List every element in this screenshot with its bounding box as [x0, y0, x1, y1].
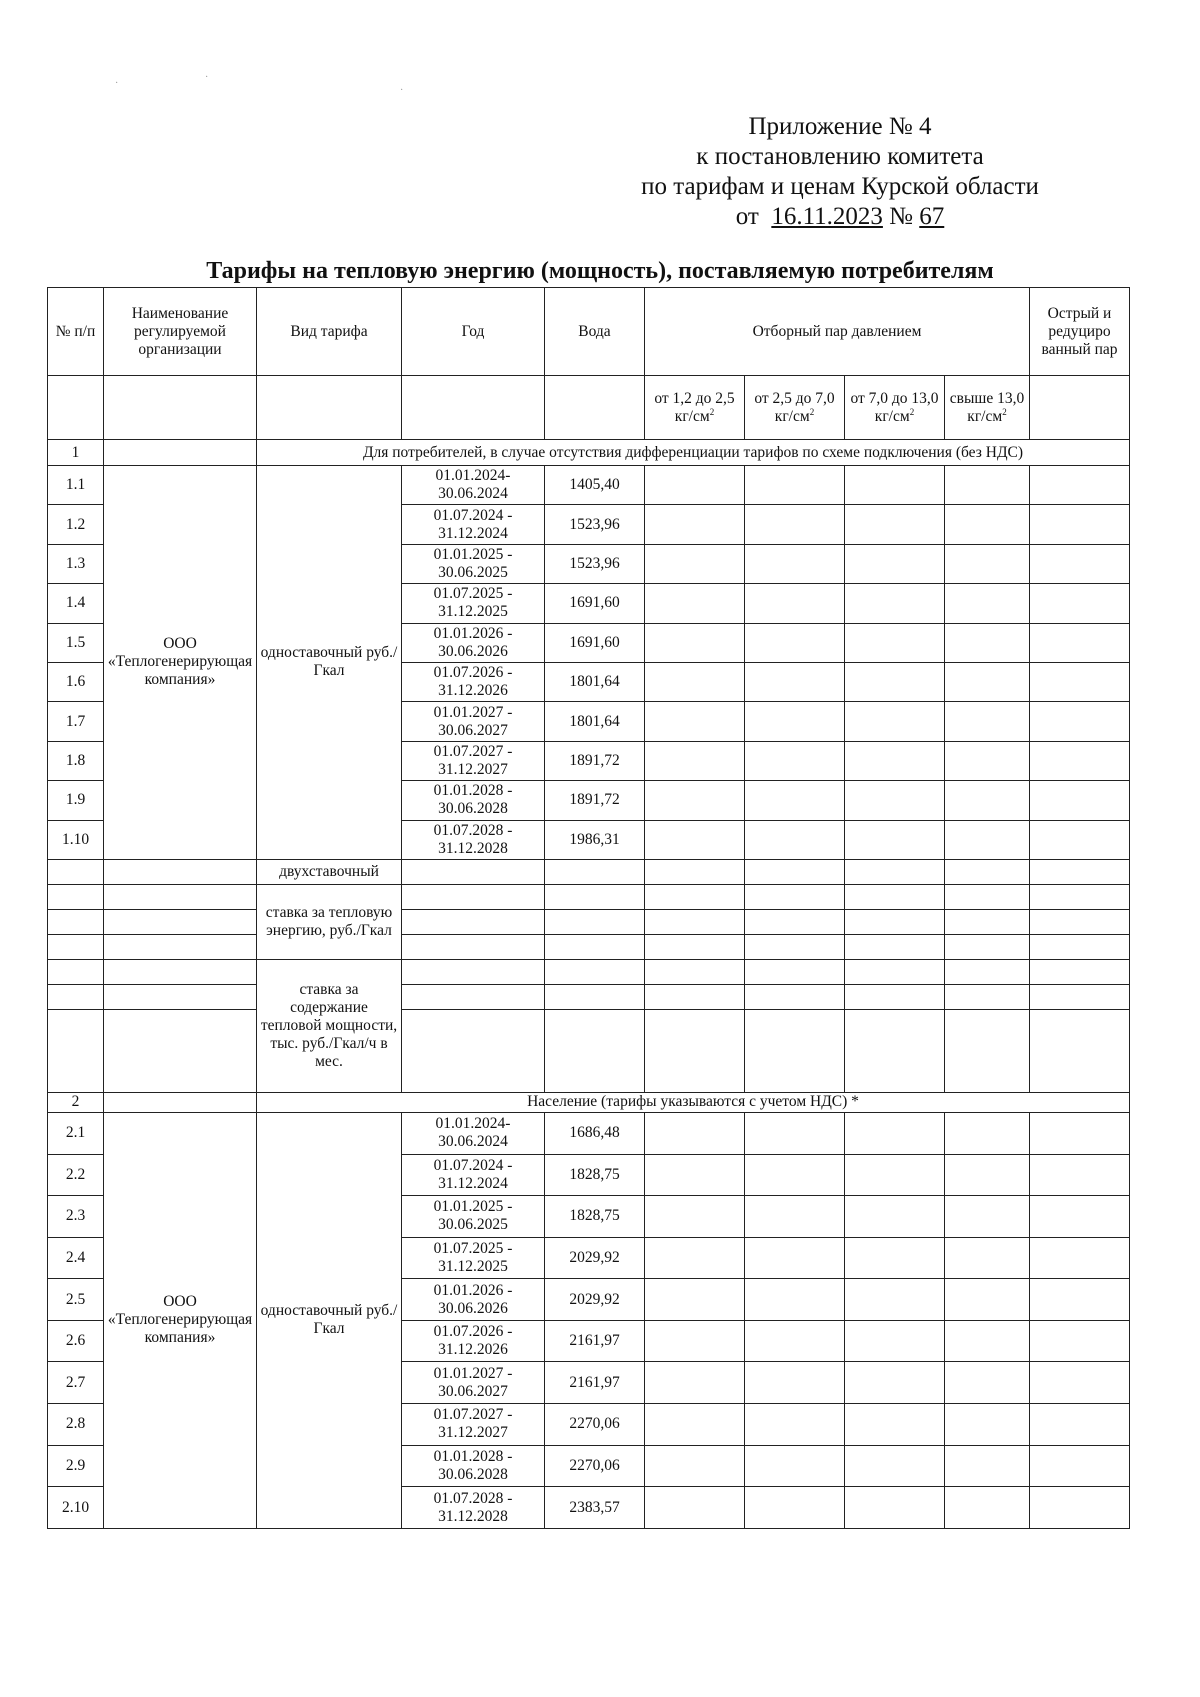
empty-cell	[104, 959, 257, 984]
empty-cell	[1030, 1154, 1130, 1196]
empty-cell	[645, 466, 745, 505]
empty-cell	[104, 909, 257, 934]
empty-cell	[257, 376, 402, 440]
tariff-period: 01.01.2027 - 30.06.2027	[402, 1362, 545, 1404]
empty-cell	[845, 1237, 945, 1279]
empty-cell	[845, 662, 945, 701]
row-num: 2.1	[48, 1112, 104, 1154]
empty-cell	[645, 909, 745, 934]
empty-cell	[945, 1320, 1030, 1362]
empty-cell	[104, 376, 257, 440]
number-prefix: №	[889, 203, 914, 230]
empty-cell	[745, 662, 845, 701]
empty-cell	[1030, 741, 1130, 780]
empty-cell	[945, 1196, 1030, 1238]
empty-cell	[845, 1154, 945, 1196]
tariff-period: 01.01.2024- 30.06.2024	[402, 1112, 545, 1154]
pressure-label: свыше 13,0 кг/см	[949, 389, 1025, 425]
empty-cell	[402, 984, 545, 1009]
empty-cell	[545, 984, 645, 1009]
header-year: Год	[402, 288, 545, 376]
row-num: 2.10	[48, 1487, 104, 1529]
empty-cell	[945, 1487, 1030, 1529]
water-tariff: 1891,72	[545, 741, 645, 780]
empty-cell	[1030, 934, 1130, 959]
tariff-kind: одноставочный руб./Гкал	[257, 1112, 402, 1528]
appendix-line: по тарифам и ценам Курской области	[641, 173, 1039, 200]
empty-cell	[1030, 820, 1130, 859]
row-num: 1.4	[48, 584, 104, 623]
empty-cell	[545, 376, 645, 440]
empty-cell	[645, 1196, 745, 1238]
empty-cell	[645, 1237, 745, 1279]
empty-cell	[1030, 1237, 1130, 1279]
empty-cell	[845, 544, 945, 583]
empty-cell	[645, 959, 745, 984]
tariff-period: 01.01.2028 - 30.06.2028	[402, 781, 545, 820]
row-num: 1.6	[48, 662, 104, 701]
tariff-period: 01.01.2028 - 30.06.2028	[402, 1445, 545, 1487]
water-tariff: 2270,06	[545, 1404, 645, 1446]
empty-cell	[745, 934, 845, 959]
scan-speck: ·	[115, 78, 119, 89]
section-2-num: 2	[48, 1092, 104, 1112]
tariff-period: 01.01.2025 - 30.06.2025	[402, 1196, 545, 1238]
empty-cell	[845, 884, 945, 909]
empty-cell	[645, 820, 745, 859]
water-tariff: 1801,64	[545, 662, 645, 701]
empty-cell	[845, 781, 945, 820]
water-tariff: 2161,97	[545, 1320, 645, 1362]
empty-cell	[1030, 1320, 1130, 1362]
header-pressure-4	[945, 376, 1030, 440]
organization-name: ООО «Теплогенерирующая компания»	[104, 466, 257, 860]
empty-cell	[745, 1237, 845, 1279]
empty-cell	[745, 1445, 845, 1487]
tariff-period: 01.07.2025 - 31.12.2025	[402, 1237, 545, 1279]
empty-cell	[845, 702, 945, 741]
empty-cell	[945, 820, 1030, 859]
empty-cell	[745, 884, 845, 909]
header-num: № п/п	[48, 288, 104, 376]
tariff-period: 01.07.2026 - 31.12.2026	[402, 1320, 545, 1362]
water-tariff: 1801,64	[545, 702, 645, 741]
empty-cell	[104, 859, 257, 884]
tariff-period: 01.01.2024- 30.06.2024	[402, 466, 545, 505]
empty-cell	[645, 1154, 745, 1196]
document-title: Тарифы на тепловую энергию (мощность), поставляемую потребителям	[206, 258, 994, 284]
water-tariff: 2270,06	[545, 1445, 645, 1487]
empty-cell	[945, 1154, 1030, 1196]
water-tariff: 1691,60	[545, 623, 645, 662]
empty-cell	[645, 1320, 745, 1362]
water-tariff: 1691,60	[545, 584, 645, 623]
empty-cell	[645, 1112, 745, 1154]
empty-cell	[645, 1404, 745, 1446]
header-steam: Отборный пар давлением	[645, 288, 1030, 376]
empty-cell	[845, 984, 945, 1009]
header-sharp-steam: Острый и редуциро ванный пар	[1030, 288, 1130, 376]
empty-cell	[845, 505, 945, 544]
empty-cell	[745, 1009, 845, 1092]
empty-cell	[645, 1445, 745, 1487]
empty-cell	[745, 1487, 845, 1529]
tariff-row	[48, 1112, 1130, 1154]
water-tariff: 1523,96	[545, 544, 645, 583]
tariff-period: 01.01.2026 - 30.06.2026	[402, 623, 545, 662]
empty-cell	[745, 1279, 845, 1321]
empty-cell	[745, 1320, 845, 1362]
superscript: 2	[809, 406, 815, 417]
empty-cell	[945, 1279, 1030, 1321]
water-tariff: 2383,57	[545, 1487, 645, 1529]
empty-cell	[545, 934, 645, 959]
scan-speck: ·	[400, 85, 404, 96]
empty-cell	[845, 1487, 945, 1529]
empty-cell	[1030, 702, 1130, 741]
empty-cell	[645, 623, 745, 662]
empty-cell	[1030, 584, 1130, 623]
empty-cell	[845, 859, 945, 884]
empty-cell	[645, 702, 745, 741]
empty-cell	[845, 1362, 945, 1404]
empty-cell	[645, 662, 745, 701]
empty-cell	[1030, 884, 1130, 909]
empty-cell	[645, 781, 745, 820]
empty-cell	[845, 584, 945, 623]
empty-cell	[945, 1404, 1030, 1446]
row-num: 2.5	[48, 1279, 104, 1321]
empty-cell	[104, 884, 257, 909]
empty-cell	[1030, 959, 1130, 984]
empty-cell	[48, 1009, 104, 1092]
row-num: 2.7	[48, 1362, 104, 1404]
resolution-number: 67	[919, 203, 945, 230]
pressure-label: от 1,2 до 2,5 кг/см	[654, 389, 735, 425]
empty-cell	[545, 909, 645, 934]
empty-cell	[1030, 1279, 1130, 1321]
tariff-period: 01.07.2026 - 31.12.2026	[402, 662, 545, 701]
scan-speck: ·	[205, 72, 209, 83]
empty-cell	[104, 1092, 257, 1112]
header-pressure-3	[845, 376, 945, 440]
empty-cell	[1030, 1362, 1130, 1404]
empty-cell	[945, 505, 1030, 544]
empty-cell	[48, 984, 104, 1009]
empty-cell	[545, 884, 645, 909]
water-tariff: 1405,40	[545, 466, 645, 505]
water-tariff: 1523,96	[545, 505, 645, 544]
empty-cell	[1030, 623, 1130, 662]
empty-cell	[104, 934, 257, 959]
header-water: Вода	[545, 288, 645, 376]
tariff-period: 01.01.2027 - 30.06.2027	[402, 702, 545, 741]
empty-cell	[645, 741, 745, 780]
empty-cell	[745, 781, 845, 820]
empty-cell	[945, 959, 1030, 984]
empty-cell	[402, 859, 545, 884]
empty-cell	[104, 440, 257, 466]
empty-cell	[945, 1112, 1030, 1154]
empty-cell	[48, 859, 104, 884]
empty-cell	[1030, 466, 1130, 505]
empty-cell	[48, 909, 104, 934]
water-tariff: 2029,92	[545, 1237, 645, 1279]
rate-energy-label: ставка за тепловую энергию, руб./Гкал	[257, 884, 402, 959]
empty-cell	[402, 934, 545, 959]
empty-cell	[48, 934, 104, 959]
empty-cell	[1030, 544, 1130, 583]
date-prefix: от	[735, 203, 759, 230]
tariff-period: 01.07.2027 - 31.12.2027	[402, 1404, 545, 1446]
empty-cell	[48, 959, 104, 984]
empty-cell	[745, 820, 845, 859]
empty-cell	[945, 884, 1030, 909]
empty-cell	[745, 1154, 845, 1196]
row-num: 1.3	[48, 544, 104, 583]
tariff-period: 01.07.2028 - 31.12.2028	[402, 1487, 545, 1529]
empty-cell	[945, 781, 1030, 820]
pressure-label: от 2,5 до 7,0 кг/см	[754, 389, 835, 425]
organization-name: ООО «Теплогенерирующая компания»	[104, 1112, 257, 1528]
empty-cell	[104, 1009, 257, 1092]
row-num: 1.2	[48, 505, 104, 544]
empty-cell	[845, 1404, 945, 1446]
empty-cell	[945, 984, 1030, 1009]
row-num: 2.9	[48, 1445, 104, 1487]
empty-cell	[402, 376, 545, 440]
empty-cell	[1030, 1445, 1130, 1487]
tariff-table	[47, 287, 1130, 1529]
tariff-period: 01.01.2026 - 30.06.2026	[402, 1279, 545, 1321]
empty-cell	[645, 984, 745, 1009]
empty-cell	[745, 909, 845, 934]
empty-cell	[845, 909, 945, 934]
appendix-line: к постановлению комитета	[696, 143, 984, 170]
empty-cell	[545, 959, 645, 984]
empty-cell	[845, 1196, 945, 1238]
empty-cell	[945, 623, 1030, 662]
empty-cell	[945, 741, 1030, 780]
empty-cell	[1030, 909, 1130, 934]
empty-cell	[745, 1196, 845, 1238]
empty-cell	[1030, 781, 1130, 820]
empty-cell	[1030, 984, 1130, 1009]
empty-cell	[845, 623, 945, 662]
empty-cell	[1030, 1009, 1130, 1092]
tariff-period: 01.01.2025 - 30.06.2025	[402, 544, 545, 583]
row-num: 2.3	[48, 1196, 104, 1238]
empty-cell	[845, 1320, 945, 1362]
empty-cell	[945, 1009, 1030, 1092]
empty-cell	[945, 909, 1030, 934]
empty-cell	[1030, 505, 1130, 544]
appendix-line: Приложение № 4	[748, 113, 932, 140]
tariff-period: 01.07.2024 - 31.12.2024	[402, 1154, 545, 1196]
row-num: 2.2	[48, 1154, 104, 1196]
row-num: 1.5	[48, 623, 104, 662]
row-num: 1.9	[48, 781, 104, 820]
empty-cell	[745, 1362, 845, 1404]
row-num: 2.6	[48, 1320, 104, 1362]
empty-cell	[745, 741, 845, 780]
empty-cell	[945, 1237, 1030, 1279]
empty-cell	[645, 544, 745, 583]
empty-cell	[1030, 662, 1130, 701]
empty-cell	[945, 1445, 1030, 1487]
row-num: 1.7	[48, 702, 104, 741]
empty-cell	[945, 859, 1030, 884]
tariff-kind: одноставочный руб./Гкал	[257, 466, 402, 860]
empty-cell	[1030, 1196, 1130, 1238]
empty-cell	[545, 859, 645, 884]
empty-cell	[745, 859, 845, 884]
empty-cell	[645, 884, 745, 909]
empty-cell	[645, 1487, 745, 1529]
empty-cell	[1030, 859, 1130, 884]
empty-cell	[845, 741, 945, 780]
empty-cell	[745, 544, 845, 583]
empty-cell	[845, 1112, 945, 1154]
empty-cell	[745, 584, 845, 623]
empty-cell	[745, 702, 845, 741]
section-1-num: 1	[48, 440, 104, 466]
water-tariff: 1828,75	[545, 1154, 645, 1196]
empty-cell	[402, 884, 545, 909]
header-kind: Вид тарифа	[257, 288, 402, 376]
empty-cell	[945, 1362, 1030, 1404]
empty-cell	[845, 1445, 945, 1487]
empty-cell	[645, 505, 745, 544]
pressure-label: от 7,0 до 13,0 кг/см	[850, 389, 939, 425]
section-2-title: Население (тарифы указываются с учетом НДС) *	[257, 1092, 1130, 1112]
empty-cell	[745, 1112, 845, 1154]
empty-cell	[645, 584, 745, 623]
row-num: 1.10	[48, 820, 104, 859]
empty-cell	[1030, 1404, 1130, 1446]
appendix-date-line	[560, 202, 1120, 232]
header-org: Наименование регулируемой организации	[104, 288, 257, 376]
empty-cell	[745, 984, 845, 1009]
water-tariff: 2161,97	[545, 1362, 645, 1404]
resolution-date: 16.11.2023	[771, 203, 883, 230]
empty-cell	[945, 466, 1030, 505]
empty-cell	[945, 934, 1030, 959]
empty-cell	[945, 702, 1030, 741]
empty-cell	[845, 1009, 945, 1092]
empty-cell	[745, 466, 845, 505]
empty-cell	[645, 859, 745, 884]
header-pressure-1	[645, 376, 745, 440]
empty-cell	[545, 1009, 645, 1092]
empty-cell	[845, 959, 945, 984]
empty-cell	[745, 623, 845, 662]
tariff-period: 01.07.2024 - 31.12.2024	[402, 505, 545, 544]
tariff-period: 01.07.2028 - 31.12.2028	[402, 820, 545, 859]
empty-cell	[645, 1279, 745, 1321]
superscript: 2	[1002, 406, 1007, 417]
empty-cell	[1030, 1487, 1130, 1529]
water-tariff: 1828,75	[545, 1196, 645, 1238]
empty-cell	[845, 466, 945, 505]
tariff-period: 01.07.2027 - 31.12.2027	[402, 741, 545, 780]
appendix-header	[560, 112, 1120, 232]
empty-cell	[645, 1009, 745, 1092]
row-num: 2.8	[48, 1404, 104, 1446]
superscript: 2	[709, 406, 715, 417]
row-num: 1.1	[48, 466, 104, 505]
water-tariff: 2029,92	[545, 1279, 645, 1321]
row-num: 1.8	[48, 741, 104, 780]
empty-cell	[402, 1009, 545, 1092]
empty-cell	[645, 1362, 745, 1404]
section-1-title: Для потребителей, в случае отсутствия дифференциации тарифов по схеме подключения (без НДС)	[257, 440, 1130, 466]
empty-cell	[945, 584, 1030, 623]
empty-cell	[945, 544, 1030, 583]
empty-cell	[945, 662, 1030, 701]
tariff-period: 01.07.2025 - 31.12.2025	[402, 584, 545, 623]
header-pressure-2	[745, 376, 845, 440]
empty-cell	[645, 934, 745, 959]
water-tariff: 1986,31	[545, 820, 645, 859]
empty-cell	[402, 909, 545, 934]
row-num: 2.4	[48, 1237, 104, 1279]
water-tariff: 1686,48	[545, 1112, 645, 1154]
superscript: 2	[909, 406, 915, 417]
empty-cell	[402, 959, 545, 984]
empty-cell	[845, 934, 945, 959]
rate-capacity-label: ставка за содержание тепловой мощности, тыс. руб./Гкал/ч в мес.	[257, 959, 402, 1092]
empty-cell	[104, 984, 257, 1009]
empty-cell	[48, 884, 104, 909]
empty-cell	[845, 820, 945, 859]
water-tariff: 1891,72	[545, 781, 645, 820]
two-rate-label: двухставочный	[257, 859, 402, 884]
empty-cell	[1030, 1112, 1130, 1154]
empty-cell	[745, 505, 845, 544]
empty-cell	[48, 376, 104, 440]
empty-cell	[745, 1404, 845, 1446]
empty-cell	[1030, 376, 1130, 440]
empty-cell	[845, 1279, 945, 1321]
empty-cell	[745, 959, 845, 984]
tariff-row	[48, 466, 1130, 505]
